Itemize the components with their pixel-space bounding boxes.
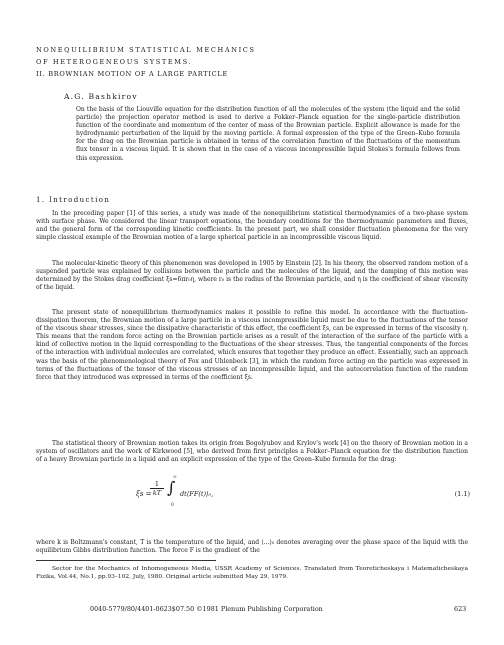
title-line-1: NONEQUILIBRIUM STATISTICAL MECHANICS: [36, 46, 256, 54]
equation-1-1: [136, 474, 470, 526]
fraction-denominator: kT: [152, 489, 162, 497]
equation-number: (1.1): [454, 490, 470, 498]
equation-fraction: [150, 480, 164, 497]
paragraph-5: where k is Boltzmann's constant, T is the temperature of the liquid, and ⟨...⟩₀ denotes averaging over the phase space of the liquid with the equilibrium Gibbs distribution function. The force F is the gradient of the: [36, 539, 468, 555]
integral-upper-limit: ∞: [173, 475, 177, 480]
page-number: 623: [454, 605, 467, 613]
footnote-divider: [36, 560, 216, 561]
fraction-numerator: 1: [150, 480, 164, 489]
subtitle: II. BROWNIAN MOTION OF A LARGE PARTICLE: [36, 70, 229, 78]
paragraph-4: The statistical theory of Brownian motion takes its origin from Bogolyubov and Krylov's work [4] on the theory of Brownian motion in a system of oscillators and the work of Kirkwood [5], who derived from first principles a Fokker–Planck equation for the distribution function of a heavy Brownian particle in a liquid and an explicit expression of the type of the Green–Kubo formula for the drag:: [36, 440, 468, 464]
title-line-2: OF HETEROGENEOUS SYSTEMS.: [36, 58, 193, 66]
paragraph-1: In the preceding paper [1] of this series, a study was made of the nonequilibrium statistical thermodynamics of a two-phase system with surface phase. We considered the linear transport equations, the boundary conditions for the thermodynamic parameters and fluxes, and the general form of the corresponding kinetic coefficients. In the present part, we shall consider fluctuation phenomena for the very simple classical example of the Brownian motion of a large spherical particle in an incompressible viscous liquid.: [36, 210, 468, 242]
footnote: Sector for the Mechanics of Inhomogeneous Media, USSR Academy of Sciences. Translated from Teoreticheskaya i Matematicheskaya Fizika, Vol.44, No.1, pp.93–102, July, 1980. Original article submitted May 29, 1979.: [36, 566, 468, 580]
equation-lhs: ξs =: [136, 490, 152, 498]
integral-sign: ∫: [167, 478, 176, 497]
section-heading: 1. Introduction: [36, 196, 111, 204]
footer-identifier: 0040-5779/80/4401-0623$07.50 ©1981 Plenum Publishing Corporation: [90, 605, 323, 613]
author: A.G. Bashkirov: [64, 92, 138, 101]
paragraph-2: The molecular-kinetic theory of this phenomenon was developed in 1905 by Einstein [2]. In his theory, the observed random motion of a suspended particle was explained by collisions between the particle and the molecules of the liquid, and the damping of this motion was determined by the Stokes drag coefficient ξs=6πr₀η, where r₀ is the radius of the Brownian particle, and η is the coefficient of shear viscosity of the liquid.: [36, 260, 468, 292]
equation-integrand: dt⟨FF(t)⟩₀,: [180, 490, 214, 498]
paragraph-3: The present state of nonequilibrium thermodynamics makes it possible to refine this model. In accordance with the fluctuation–dissipation theorem, the Brownian motion of a large particle in a viscous incompressible liquid must be due to the fluctuations of the tensor of the viscous shear stresses, since the dissipative characteristic of this effect, the coefficient ξs, can be expressed in terms of the viscosity η. This means that the random force acting on the Brownian particle arises as a result of the interaction of the surface of the particle with a kind of collective motion in the liquid corresponding to the fluctuations of the shear stresses. Thus, the tangential components of the forces of the interaction with individual molecules are correlated, which ensures that together they produce an effect. Essentially, such an approach was the basis of the phenomenological theory of Fox and Uhlenbeck [3], in which the random force acting on the particle was expressed in terms of the fluctuations of the tensor of the viscous stresses of an incompressible liquid, and the autocorrelation function of the random force that they introduced was expressed in terms of the coefficient ξs.: [36, 309, 469, 381]
abstract: On the basis of the Liouville equation for the distribution function of all the molecules of the system (the liquid and the solid particle) the projection operator method is used to derive a Fokker–Planck equation for the single-particle distribution function of the coordinate and momentum of the center of mass of the Brownian particle. Explicit allowance is made for the hydrodynamic perturbation of the liquid by the moving particle. A formal expression of the type of the Green–Kubo formula for the drag on the Brownian particle is obtained in terms of the correlation function of the fluctuations of the momentum flux tensor in a viscous liquid. It is shown that in the case of a viscous incompressible liquid Stokes's formula follows from this expression.: [76, 106, 460, 162]
integral-lower-limit: 0: [171, 503, 174, 508]
